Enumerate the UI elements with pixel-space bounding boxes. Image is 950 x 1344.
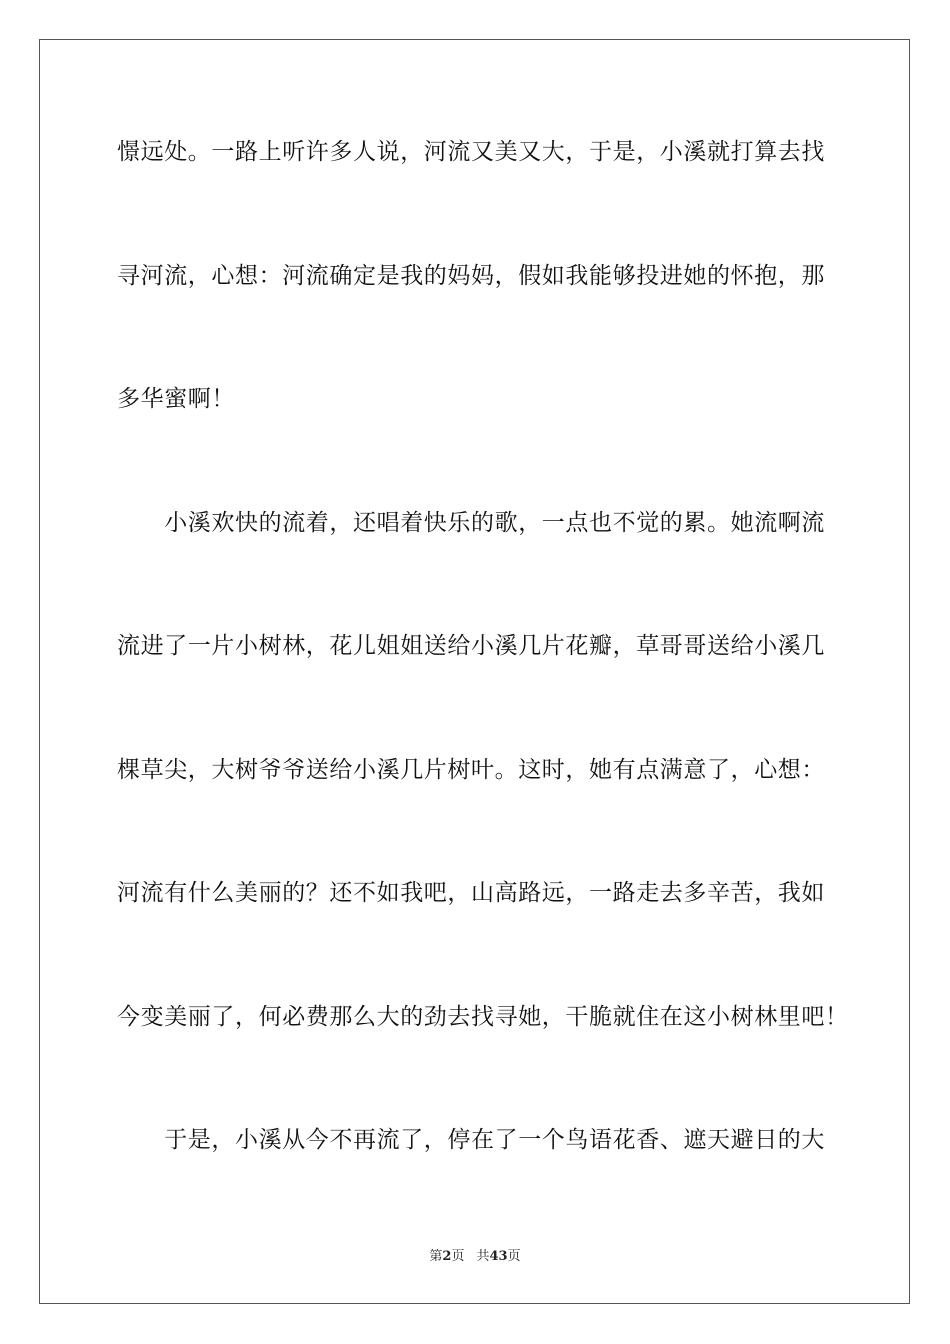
body-text-line-6: 棵草尖，大树爷爷送给小溪几片树叶。这时，她有点满意了，心想： (117, 757, 825, 783)
page-footer (0, 1248, 950, 1266)
page-border (39, 39, 910, 1304)
body-text-line-9: 于是，小溪从今不再流了，停在了一个鸟语花香、遮天避日的大 (117, 1127, 825, 1153)
body-text-line-2: 寻河流，心想：河流确定是我的妈妈，假如我能够投进她的怀抱，那 (117, 263, 825, 289)
total-prefix: 共 (476, 1249, 490, 1264)
total-suffix: 页 (507, 1249, 521, 1264)
body-text-line-4: 小溪欢快的流着，还唱着快乐的歌，一点也不觉的累。她流啊流 (117, 510, 825, 536)
body-text-line-8: 今变美丽了，何必费那么大的劲去找寻她，干脆就住在这小树林里吧！ (117, 1004, 849, 1030)
page-indicator (429, 1249, 464, 1264)
body-text-line-7: 河流有什么美丽的？还不如我吧，山高路远，一路走去多辛苦，我如 (117, 880, 825, 906)
page-prefix: 第 (429, 1249, 443, 1264)
total-pages: 43 (489, 1249, 508, 1264)
page-suffix: 页 (451, 1249, 465, 1264)
body-text-line-3: 多华蜜啊！ (117, 386, 235, 412)
body-text-line-1: 憬远处。一路上听许多人说，河流又美又大，于是，小溪就打算去找 (117, 139, 825, 165)
body-text-line-5: 流进了一片小树林，花儿姐姐送给小溪几片花瓣，草哥哥送给小溪几 (117, 633, 825, 659)
total-pages-indicator (476, 1249, 520, 1264)
page-number: 2 (442, 1249, 452, 1264)
